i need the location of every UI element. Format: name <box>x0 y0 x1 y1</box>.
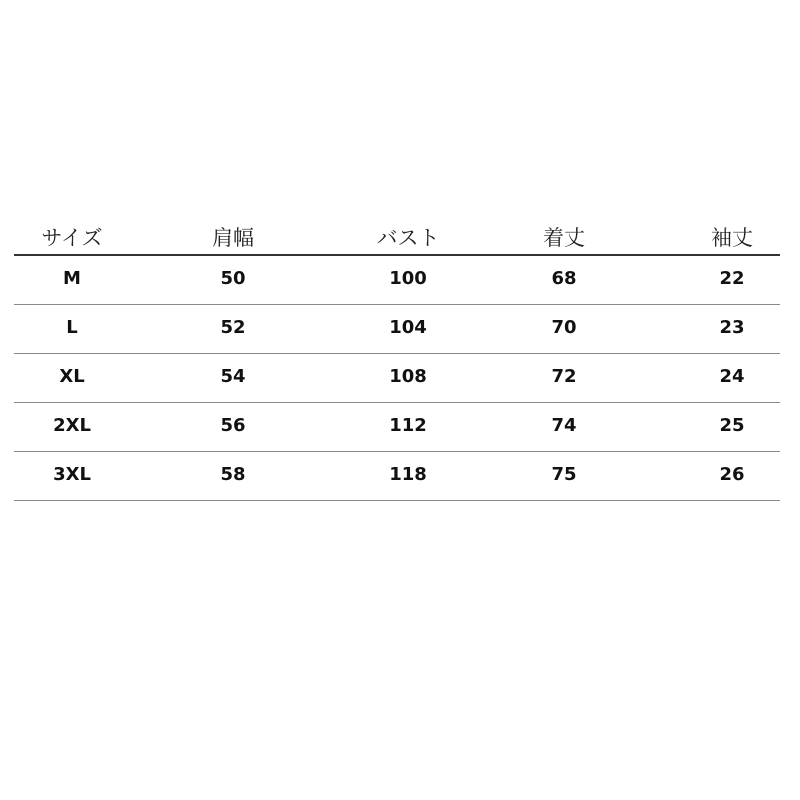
size-chart-table <box>14 214 780 501</box>
row-size-label: XL <box>59 366 85 387</box>
length-value: 68 <box>551 268 577 289</box>
row-size-label: M <box>63 268 81 289</box>
sleeve-length-value: 24 <box>719 366 745 387</box>
header-sleeve-length: 袖丈 <box>711 226 753 250</box>
sleeve-length-value: 25 <box>719 415 745 436</box>
bust-value: 112 <box>389 415 427 436</box>
length-value: 70 <box>551 317 577 338</box>
length-value: 74 <box>551 415 577 436</box>
bust-value: 100 <box>389 268 427 289</box>
sleeve-length-value: 26 <box>719 464 745 485</box>
table-row <box>14 403 780 452</box>
bust-value: 104 <box>389 317 427 338</box>
header-length: 着丈 <box>543 226 585 250</box>
table-header-row <box>14 214 780 256</box>
shoulder-width-value: 50 <box>220 268 246 289</box>
table-row <box>14 452 780 501</box>
sleeve-length-value: 23 <box>719 317 745 338</box>
bust-value: 118 <box>389 464 427 485</box>
sleeve-length-value: 22 <box>719 268 745 289</box>
length-value: 72 <box>551 366 577 387</box>
table-row <box>14 256 780 305</box>
bust-value: 108 <box>389 366 427 387</box>
header-size: サイズ <box>41 226 103 250</box>
shoulder-width-value: 56 <box>220 415 246 436</box>
row-size-label: 3XL <box>53 464 91 485</box>
shoulder-width-value: 52 <box>220 317 246 338</box>
table-row <box>14 354 780 403</box>
length-value: 75 <box>551 464 577 485</box>
shoulder-width-value: 54 <box>220 366 246 387</box>
header-shoulder-width: 肩幅 <box>212 226 254 250</box>
table-row <box>14 305 780 354</box>
row-size-label: 2XL <box>53 415 91 436</box>
header-bust: バスト <box>376 226 440 250</box>
shoulder-width-value: 58 <box>220 464 246 485</box>
row-size-label: L <box>66 317 78 338</box>
